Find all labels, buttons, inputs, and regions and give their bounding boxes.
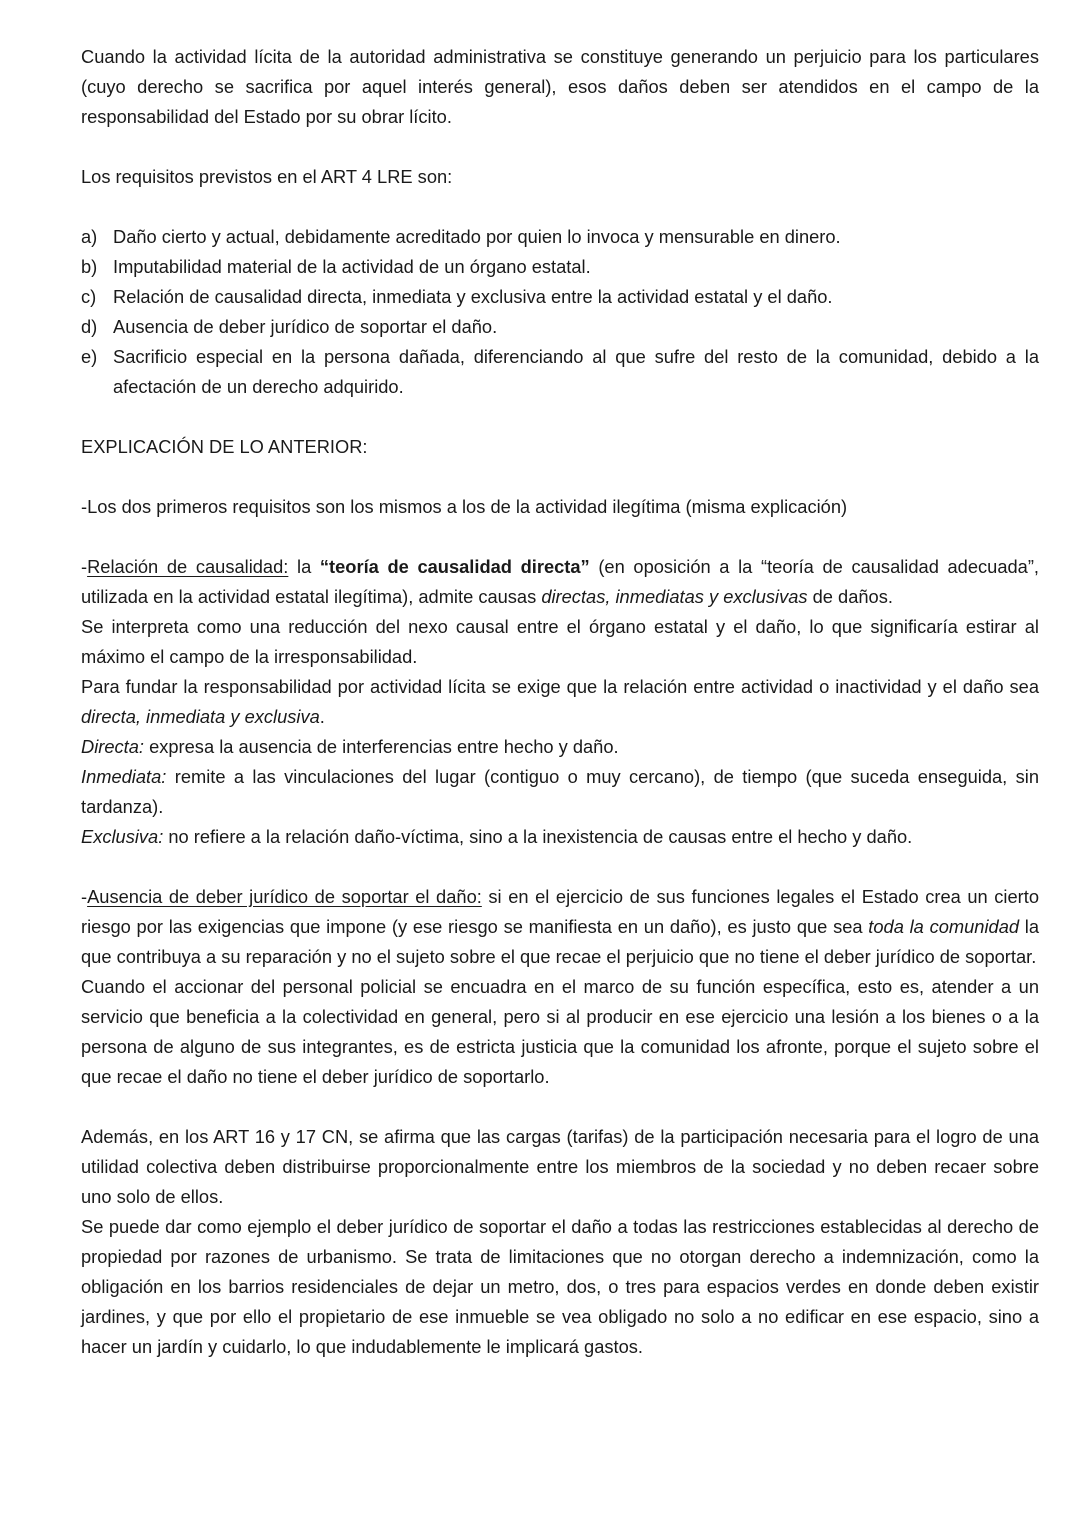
primeros-requisitos-paragraph: -Los dos primeros requisitos son los mismos a los de la actividad ilegítima (misma explicación) [81, 496, 848, 517]
causalidad-text-2: (en oposición a la “teoría de causalidad adecuada”, utilizada en la actividad estatal ilegítima), admite causas [81, 556, 1039, 607]
list-text: Daño cierto y actual, debidamente acreditado por quien lo invoca y mensurable en dinero. [113, 226, 841, 247]
ausencia-italic-term: toda la comunidad [868, 916, 1020, 937]
causalidad-paragraph-3 [81, 672, 1039, 732]
directa-label: Directa: [81, 736, 144, 757]
list-marker: e) [81, 346, 98, 367]
causalidad-p3-text-a: Para fundar la responsabilidad por actividad lícita se exige que la relación entre actividad o inactividad y el daño sea [81, 676, 1039, 697]
list-item [81, 312, 1039, 342]
intro-paragraph: Cuando la actividad lícita de la autoridad administrativa se constituye generando un perjuicio para los particulares (cuyo derecho se sacrifica por aquel interés general), esos daños deben ser atendidos en el campo de la responsabilidad del Estado por su obrar lícito. [81, 46, 1039, 127]
document-page [81, 42, 1039, 1362]
list-item [81, 342, 1039, 402]
causalidad-paragraph-2: Se interpreta como una reducción del nexo causal entre el órgano estatal y el daño, lo que significaría estirar al máximo el campo de la irresponsabilidad. [81, 616, 1039, 667]
list-marker: b) [81, 256, 98, 277]
requisitos-title: Los requisitos previstos en el ART 4 LRE son: [81, 166, 453, 187]
ausencia-paragraph [81, 882, 1039, 972]
exclusiva-label: Exclusiva: [81, 826, 164, 847]
explicacion-title: EXPLICACIÓN DE LO ANTERIOR: [81, 436, 368, 457]
ausencia-heading: Ausencia de deber jurídico de soportar el daño: [87, 886, 482, 907]
ausencia-paragraph-2: Cuando el accionar del personal policial se encuadra en el marco de su función específica, esto es, atender a un servicio que beneficia a la colectividad en general, pero si al producir en ese ejercicio una lesión a los bienes o a la persona de alguno de sus integrantes, es de estricta justicia que la comunidad los afronte, porque el sujeto sobre el que recae el daño no tiene el deber jurídico de soportarlo. [81, 976, 1039, 1087]
exclusiva-definition [81, 822, 1039, 852]
causalidad-p3-italic: directa, inmediata y exclusiva [81, 706, 320, 727]
list-text: Imputabilidad material de la actividad de un órgano estatal. [113, 256, 591, 277]
list-item [81, 282, 1039, 312]
directa-text: expresa la ausencia de interferencias entre hecho y daño. [144, 736, 619, 757]
list-item [81, 252, 1039, 282]
list-item [81, 222, 1039, 252]
causalidad-p3-text-b: . [319, 706, 325, 727]
requisitos-list [81, 222, 1039, 402]
directa-definition [81, 732, 1039, 762]
causalidad-paragraph [81, 552, 1039, 612]
list-marker: d) [81, 316, 98, 337]
causalidad-text-1: la [288, 556, 320, 577]
ausencia-dash: - [81, 886, 88, 907]
inmediata-definition [81, 762, 1039, 822]
causalidad-bold-term: “teoría de causalidad directa” [319, 556, 590, 577]
ausencia-text-2: la que contribuya a su reparación y no el sujeto sobre el que recae el perjuicio que no tiene el deber jurídico de soportar. [81, 916, 1040, 967]
causalidad-italic-terms: directas, inmediatas y exclusivas [541, 586, 808, 607]
list-marker: a) [81, 226, 98, 247]
list-marker: c) [81, 286, 97, 307]
ejemplo-paragraph: Se puede dar como ejemplo el deber jurídico de soportar el daño a todas las restricciones establecidas al derecho de propiedad por razones de urbanismo. Se trata de limitaciones que no otorgan derecho a indemnización, como la obligación en los barrios residenciales de dejar un metro, dos, o tres para espacios verdes en donde deben existir jardines, y que por ello el propietario de ese inmueble se vea obligado no solo a no edificar en ese espacio, sino a hacer un jardín y cuidarlo, lo que indudablemente le implicará gastos. [81, 1216, 1039, 1357]
causalidad-text-3: de daños. [807, 586, 893, 607]
list-text: Ausencia de deber jurídico de soportar el daño. [113, 316, 498, 337]
causalidad-heading: Relación de causalidad: [87, 556, 289, 577]
causalidad-dash: - [81, 556, 88, 577]
inmediata-label: Inmediata: [81, 766, 167, 787]
ademas-paragraph: Además, en los ART 16 y 17 CN, se afirma que las cargas (tarifas) de la participación necesaria para el logro de una utilidad colectiva deben distribuirse proporcionalmente entre los miembros de la sociedad y no deben recaer sobre uno solo de ellos. [81, 1126, 1039, 1207]
list-text: Sacrificio especial en la persona dañada, diferenciando al que sufre del resto de la comunidad, debido a la afectación de un derecho adquirido. [113, 346, 1039, 397]
ausencia-text-1: si en el ejercicio de sus funciones legales el Estado crea un cierto riesgo por las exigencias que impone (y ese riesgo se manifiesta en un daño), es justo que sea [81, 886, 1039, 937]
list-text: Relación de causalidad directa, inmediata y exclusiva entre la actividad estatal y el daño. [113, 286, 833, 307]
exclusiva-text: no refiere a la relación daño-víctima, sino a la inexistencia de causas entre el hecho y daño. [163, 826, 913, 847]
inmediata-text: remite a las vinculaciones del lugar (contiguo o muy cercano), de tiempo (que suceda enseguida, sin tardanza). [81, 766, 1039, 817]
